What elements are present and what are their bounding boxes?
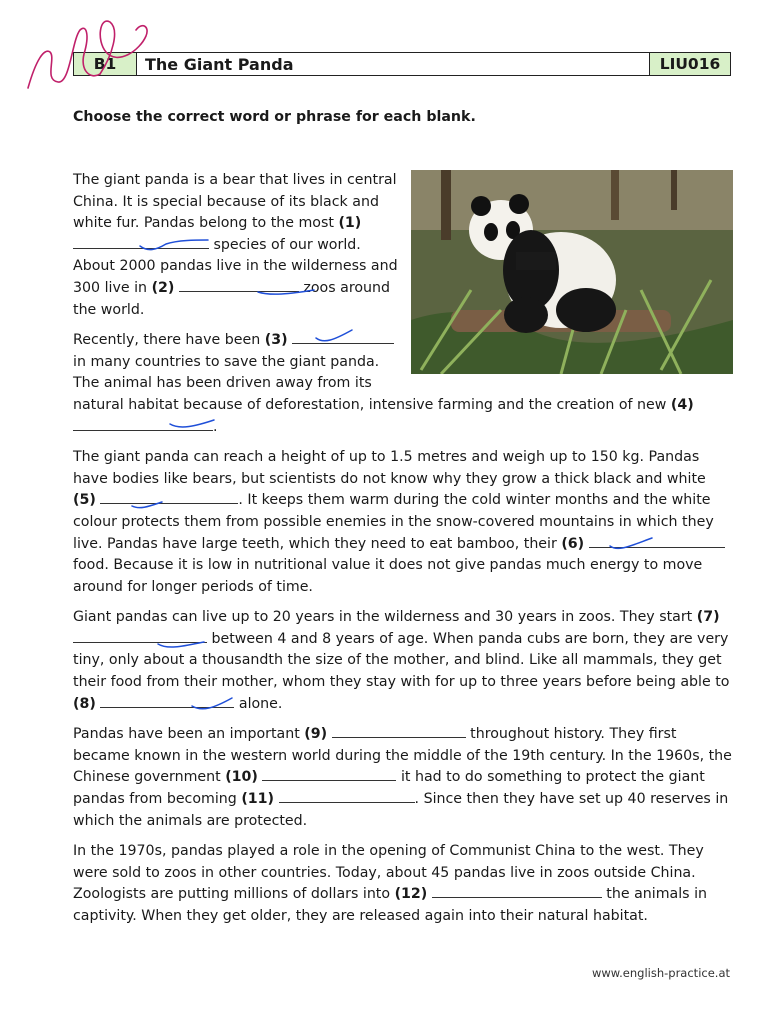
text: . Since then they have set up 40 reserves in which the animals are protected. bbox=[73, 791, 729, 829]
paragraph-6 bbox=[73, 841, 733, 927]
paragraph-3 bbox=[73, 447, 733, 598]
text: throughout history. They first became known in the western world during the middle of the 19th century. In the 1960s, the Chinese government bbox=[73, 726, 732, 786]
instructions: Choose the correct word or phrase for each blank. bbox=[73, 109, 476, 125]
blank-10[interactable] bbox=[262, 767, 396, 781]
blank-7[interactable] bbox=[73, 629, 207, 643]
footer-url: www.english-practice.at bbox=[591, 966, 730, 980]
paragraph-4 bbox=[73, 607, 733, 715]
gap-number-1: (1) bbox=[338, 215, 362, 232]
gap-number-7: (7) bbox=[696, 609, 720, 626]
text: The giant panda is a bear that lives in central China. It is special because of its black and white fur. Pandas belong to the most bbox=[73, 172, 397, 232]
blank-4[interactable] bbox=[73, 417, 213, 431]
text: . It keeps them warm during the cold winter months and the white colour protects them from possible enemies in the snow-covered mountains in which they live. Pandas have large teeth, which they need to eat bamboo, their bbox=[73, 492, 714, 552]
blank-8[interactable] bbox=[100, 694, 234, 708]
text: Giant pandas can live up to 20 years in the wilderness and 30 years in zoos. They start bbox=[73, 609, 697, 626]
gap-number-9: (9) bbox=[304, 726, 328, 743]
text: In the 1970s, pandas played a role in the opening of Communist China to the west. They were sold to zoos in other countries. Today, about 45 pandas live in zoos outside China. Zoologists are putting millions of dollars into bbox=[73, 843, 704, 903]
blank-1[interactable] bbox=[73, 235, 209, 249]
blank-2[interactable] bbox=[179, 278, 299, 292]
paragraph-5 bbox=[73, 724, 733, 832]
gap-number-4: (4) bbox=[670, 396, 694, 413]
blank-12[interactable] bbox=[432, 884, 602, 898]
gap-number-3: (3) bbox=[264, 332, 288, 349]
text: Recently, there have been bbox=[73, 332, 265, 349]
gap-number-8: (8) bbox=[73, 695, 96, 712]
blank-9[interactable] bbox=[332, 724, 466, 738]
text: it had to do something to protect the giant pandas from becoming bbox=[73, 769, 705, 808]
text: the animals in captivity. When they get older, they are released again into their natural habitat. bbox=[73, 886, 708, 924]
text: zoos around the world. bbox=[73, 279, 391, 318]
gap-number-6: (6) bbox=[561, 535, 585, 552]
blank-5[interactable] bbox=[100, 490, 238, 504]
gap-number-10: (10) bbox=[225, 769, 258, 786]
gap-number-11: (11) bbox=[241, 791, 275, 808]
text: food. Because it is low in nutritional value it does not give pandas much energy to move around for longer periods of time. bbox=[73, 557, 703, 595]
blank-11[interactable] bbox=[279, 789, 415, 803]
text: Pandas have been an important bbox=[73, 726, 305, 743]
worksheet-header bbox=[73, 52, 731, 76]
worksheet-code: LIU016 bbox=[649, 53, 730, 75]
gap-number-12: (12) bbox=[394, 886, 428, 903]
article-body bbox=[73, 170, 733, 937]
text: The giant panda can reach a height of up to 1.5 metres and weigh up to 150 kg. Pandas have bodies like bears, but scientists do not know why they grow a thick black and white bbox=[73, 449, 706, 487]
text: alone. bbox=[234, 695, 283, 712]
blank-6[interactable] bbox=[589, 534, 725, 548]
worksheet-title: The Giant Panda bbox=[145, 54, 294, 74]
blank-3[interactable] bbox=[292, 330, 394, 344]
text: in many countries to save the giant panda. The animal has been driven away from its natural habitat because of deforestation, intensive farming and the creation of new bbox=[73, 353, 671, 413]
panda-photo bbox=[411, 170, 733, 374]
level-badge: B1 bbox=[74, 53, 137, 75]
text: species of our world. About 2000 pandas live in the wilderness and 300 live in bbox=[73, 236, 398, 296]
gap-number-2: (2) bbox=[151, 279, 175, 296]
text: . bbox=[213, 418, 218, 435]
text: between 4 and 8 years of age. When panda cubs are born, they are very tiny, only about a thousandth the size of the mother, and blind. Like all mammals, they get their food from their mother, whom they stay with for up to three years before being able to bbox=[73, 630, 730, 691]
gap-number-5: (5) bbox=[73, 492, 96, 509]
